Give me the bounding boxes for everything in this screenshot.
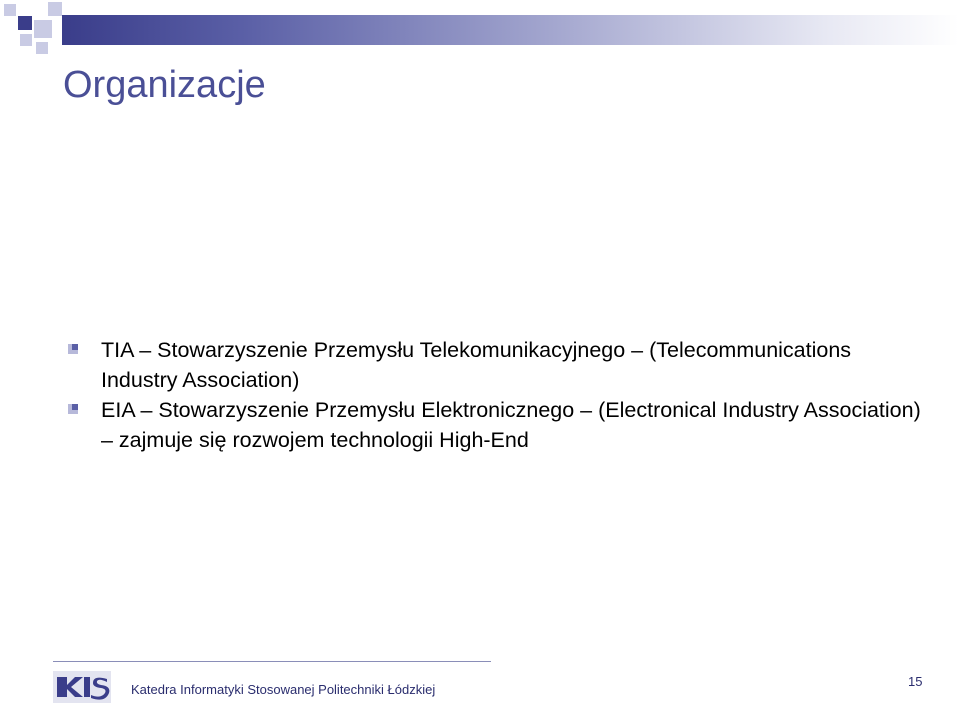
slide-title: Organizacje <box>63 64 266 106</box>
decorative-gradient-bar <box>62 15 959 45</box>
kis-logo-icon <box>53 671 111 703</box>
bullet-item <box>68 335 928 395</box>
bullet-item <box>68 395 928 455</box>
footer-institution: Katedra Informatyki Stosowanej Politechniki Łódzkiej <box>131 682 436 697</box>
page-number: 15 <box>908 674 923 689</box>
bullet-square-icon <box>68 344 78 354</box>
bullet-list <box>68 335 928 455</box>
bullet-text: TIA – Stowarzyszenie Przemysłu Telekomunikacyjnego – (Telecommunications Industry Association) <box>101 338 852 392</box>
footer-divider <box>53 661 491 662</box>
bullet-square-icon <box>68 404 78 414</box>
bullet-text: EIA – Stowarzyszenie Przemysłu Elektronicznego – (Electronical Industry Association) – zajmuje się rozwojem technologii High-End <box>101 398 921 452</box>
